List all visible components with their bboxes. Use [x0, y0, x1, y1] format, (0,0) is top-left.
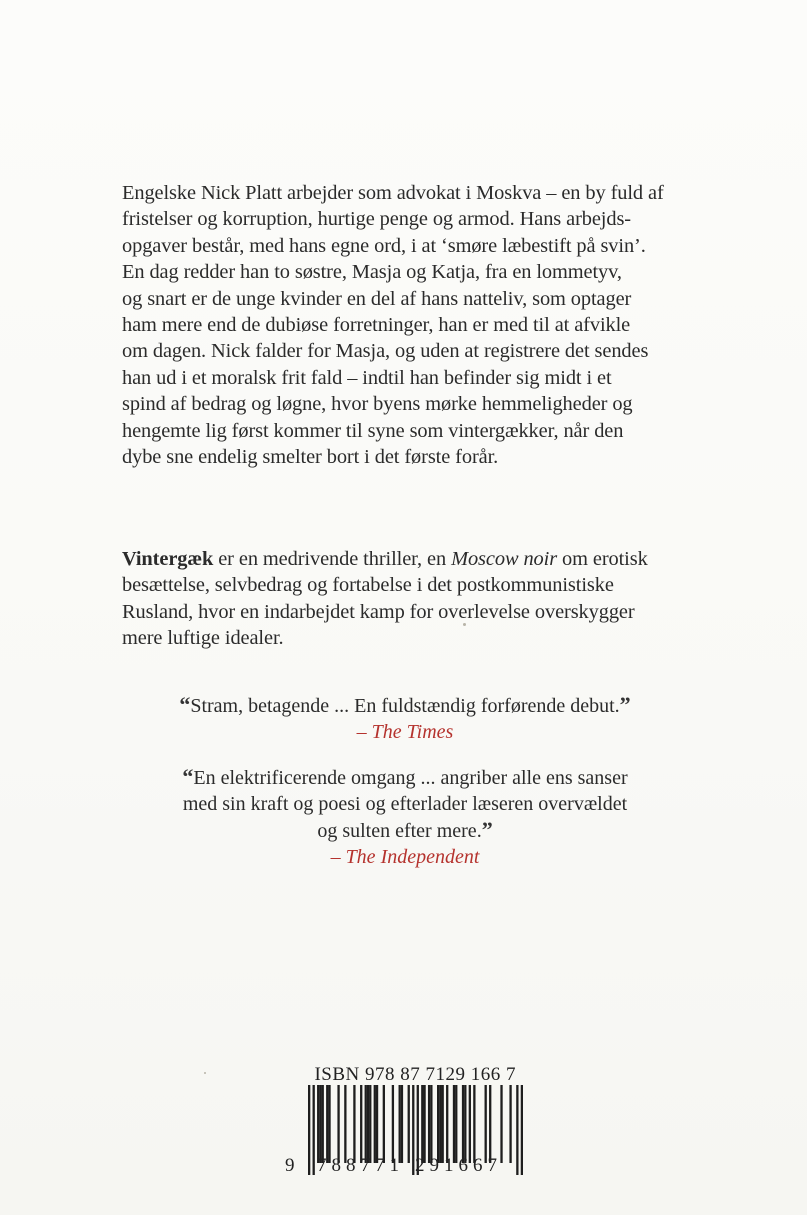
isbn-label: ISBN 978 87 7129 166 7: [314, 1064, 516, 1085]
synopsis-line: ham mere end de dubiøse forretninger, han er med til at afvikle: [122, 314, 631, 337]
quote-line: [100, 692, 710, 719]
synopsis-line: han ud i et moralsk frit fald – indtil han befinder sig midt i et: [122, 366, 612, 389]
barcode-guard-bar: [313, 1085, 315, 1175]
barcode-guard-bar: [521, 1085, 523, 1175]
barcode-bar: [500, 1085, 502, 1163]
synopsis-line: og snart er de unge kvinder en del af hans natteliv, som optager: [122, 287, 632, 310]
synopsis-line: spind af bedrag og løgne, hvor byens mørke hemmeligheder og: [122, 393, 633, 416]
genre-text: om erotisk: [557, 548, 648, 570]
synopsis-line: om dagen. Nick falder for Masja, og uden at registrere det sendes: [122, 340, 649, 363]
barcode-bar: [328, 1085, 330, 1163]
barcode-bar: [408, 1085, 410, 1163]
barcode-bar: [439, 1085, 441, 1163]
quote-text: og sulten efter mere.: [317, 820, 482, 842]
barcode-bar: [423, 1085, 425, 1163]
barcode-bar: [469, 1085, 471, 1163]
barcode-bar: [392, 1085, 394, 1163]
barcode-left-group: 788771: [317, 1155, 404, 1176]
barcode-bar: [317, 1085, 319, 1163]
barcode-bar: [462, 1085, 464, 1163]
barcode-bar: [428, 1085, 430, 1163]
barcode-bar: [376, 1085, 378, 1163]
genre-line: mere luftige idealer.: [122, 627, 284, 650]
synopsis-paragraph: [122, 180, 712, 470]
barcode-bar: [437, 1085, 439, 1163]
synopsis-line: Engelske Nick Platt arbejder som advokat i Moskva – en by fuld af: [122, 182, 664, 204]
quote-source: – The Independent: [330, 846, 480, 868]
barcode-bar: [360, 1085, 362, 1163]
synopsis-line: opgaver består, med hans egne ord, i at ‘smøre læbestift på svin’.: [122, 234, 646, 257]
barcode-bar: [344, 1085, 346, 1163]
genre-line: besættelse, selvbedrag og fortabelse i det postkommunistiske: [122, 574, 614, 597]
open-quote-mark: “: [179, 692, 191, 717]
barcode-bar: [319, 1085, 321, 1163]
review-quote: [100, 764, 710, 870]
quote-line: [100, 817, 710, 844]
genre-paragraph: [122, 546, 712, 652]
barcode-bar: [446, 1085, 448, 1163]
barcode-bar: [509, 1085, 511, 1163]
open-quote-mark: “: [182, 764, 194, 789]
barcode-bar: [455, 1085, 457, 1163]
barcode-bar: [464, 1085, 466, 1163]
barcode-bar: [442, 1085, 444, 1163]
quote-text: En elektrificerende omgang ... angriber alle ens sanser: [193, 767, 628, 789]
barcode-bar: [353, 1085, 355, 1163]
barcode-bar: [485, 1085, 487, 1163]
close-quote-mark: ”: [481, 817, 493, 842]
barcode-bar: [322, 1085, 324, 1163]
barcode-bar: [383, 1085, 385, 1163]
barcode-bar: [401, 1085, 403, 1163]
barcode-bar: [374, 1085, 376, 1163]
quote-text: Stram, betagende ... En fuldstændig forførende debut.: [190, 695, 620, 717]
barcode-bar: [421, 1085, 423, 1163]
barcode-bar: [337, 1085, 339, 1163]
barcode-guard-bar: [308, 1085, 310, 1175]
barcode-bar: [365, 1085, 367, 1163]
paper-speck: [204, 1072, 206, 1074]
book-title: Vintergæk: [122, 548, 214, 570]
review-quote: [100, 692, 710, 745]
isbn-block: [296, 1064, 526, 1086]
barcode-bar: [367, 1085, 369, 1163]
synopsis-line: dybe sne endelig smelter bort i det første forår.: [122, 446, 499, 469]
close-quote-mark: ”: [619, 692, 631, 717]
barcode-bar: [489, 1085, 491, 1163]
quote-source: – The Times: [356, 721, 454, 743]
genre-line: [122, 546, 712, 572]
quote-line: [100, 764, 710, 791]
quote-line: med sin kraft og poesi og efterlader læseren overvældet: [182, 793, 628, 815]
barcode-bar: [430, 1085, 432, 1163]
genre-text: er en medrivende thriller, en: [213, 548, 452, 570]
genre-line: Rusland, hvor en indarbejdet kamp for overlevelse overskygger: [122, 600, 635, 623]
synopsis-line: fristelser og korruption, hurtige penge og armod. Hans arbejds-: [122, 208, 631, 231]
barcode-lead-digit: 9: [285, 1155, 300, 1176]
barcode-bar: [473, 1085, 475, 1163]
barcode-bar: [369, 1085, 371, 1163]
synopsis-line: hengemte lig først kommer til syne som vintergækker, når den: [122, 419, 624, 442]
barcode-right-group: 291667: [415, 1155, 502, 1176]
barcode-bar: [326, 1085, 328, 1163]
barcode-guard-bar: [516, 1085, 518, 1175]
paper-speck: [463, 623, 466, 626]
barcode-bar: [453, 1085, 455, 1163]
synopsis-line: En dag redder han to søstre, Masja og Katja, fra en lommetyv,: [122, 261, 622, 284]
barcode-bar: [399, 1085, 401, 1163]
genre-italic: Moscow noir: [451, 548, 558, 570]
